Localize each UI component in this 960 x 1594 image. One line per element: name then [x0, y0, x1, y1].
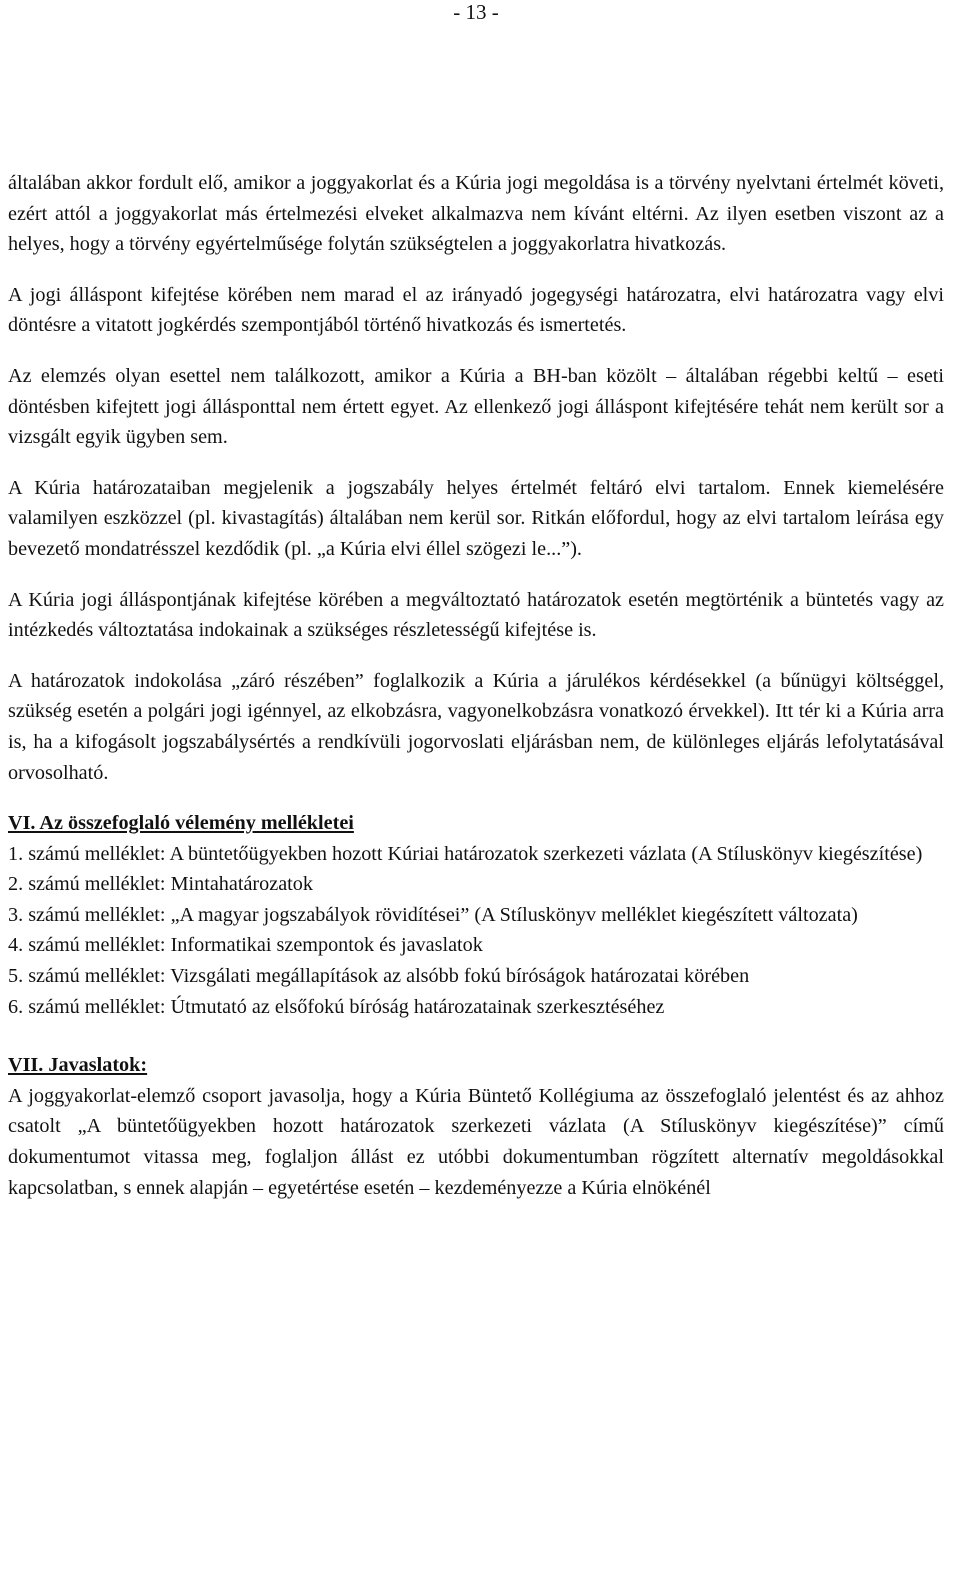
page-number: - 13 - [453, 0, 499, 24]
annex-item-1: 1. számú melléklet: A büntetőügyekben hozott Kúriai határozatok szerkezeti vázlata (A Stíluskönyv kiegészítése) [8, 842, 923, 865]
paragraph-2: A jogi álláspont kifejtése körében nem marad el az irányadó jogegységi határozatra, elvi határozatra vagy elvi döntésre a vitatott jogkérdés szempontjából történő hivatkozás és ismertetés. [8, 283, 944, 337]
paragraph-6: A határozatok indokolása „záró részében” foglalkozik a Kúria a járulékos kérdésekkel (a bűnügyi költséggel, szükség esetén a polgári jogi igénnyel, az elkobzásra, vagyonelkobzásra vonatkozó érvekkel). Itt tér ki a Kúria arra is, ha a kifogásolt jogszabálysértés a rendkívüli jogorvoslati eljárásban nem, de különleges eljárás lefolytatásával orvosolható. [8, 669, 944, 784]
annex-item-2: 2. számú melléklet: Mintahatározatok [8, 873, 313, 896]
annex-item-6: 6. számú melléklet: Útmutató az elsőfokú bíróság határozatainak szerkesztéséhez [8, 995, 665, 1018]
paragraph-3: Az elemzés olyan esettel nem találkozott, amikor a Kúria a BH-ban közölt – általában régebbi keltű – eseti döntésben kifejtett jogi állásponttal nem értett egyet. Az ellenkező jogi álláspont kifejtésére tehát nem került sor a vizsgált egyik ügyben sem. [8, 364, 944, 449]
proposal-paragraph: A joggyakorlat-elemző csoport javasolja, hogy a Kúria Büntető Kollégiuma az összefoglaló jelentést és az ahhoz csatolt „A büntetőügyekben hozott határozatok szerkezeti vázlata (A Stíluskönyv kiegészítése)” című dokumentumot vitassa meg, foglaljon állást ez utóbbi dokumentumban rögzített alternatív megoldásokkal kapcsolatban, s ennek alapján – egyetértése esetén – kezdeményezze a Kúria elnökénél [8, 1084, 944, 1199]
paragraph-1: általában akkor fordult elő, amikor a joggyakorlat és a Kúria jogi megoldása is a törvény nyelvtani értelmét követi, ezért attól a joggyakorlat más értelmezési elveket alkalmazva nem kívánt eltérni. Az ilyen esetben viszont az a helyes, hogy a törvény egyértelműsége folytán szükségtelen a joggyakorlatra hivatkozás. [8, 172, 944, 256]
annex-item-3: 3. számú melléklet: „A magyar jogszabályok rövidítései” (A Stíluskönyv melléklet kiegészített változata) [8, 903, 858, 926]
section-vi-heading: VI. Az összefoglaló vélemény mellékletei [8, 812, 354, 835]
section-vii-heading: VII. Javaslatok: [8, 1054, 148, 1077]
annex-item-5: 5. számú melléklet: Vizsgálati megállapítások az alsóbb fokú bíróságok határozatai körében [8, 965, 750, 988]
paragraph-5: A Kúria jogi álláspontjának kifejtése körében a megváltoztató határozatok esetén megtörténik a büntetés vagy az intézkedés változtatása indokainak a szükséges részletességű kifejtése is. [8, 588, 944, 642]
annex-item-4: 4. számú melléklet: Informatikai szempontok és javaslatok [8, 934, 483, 957]
paragraph-4: A Kúria határozataiban megjelenik a jogszabály helyes értelmét feltáró elvi tartalom. Ennek kiemelésére valamilyen eszközzel (pl. kivastagítás) általában nem kerül sor. Ritkán előfordul, hogy az elvi tartalom leírása egy bevezető mondatrésszel kezdődik (pl. „a Kúria elvi éllel szögezi le...”). [8, 476, 944, 560]
